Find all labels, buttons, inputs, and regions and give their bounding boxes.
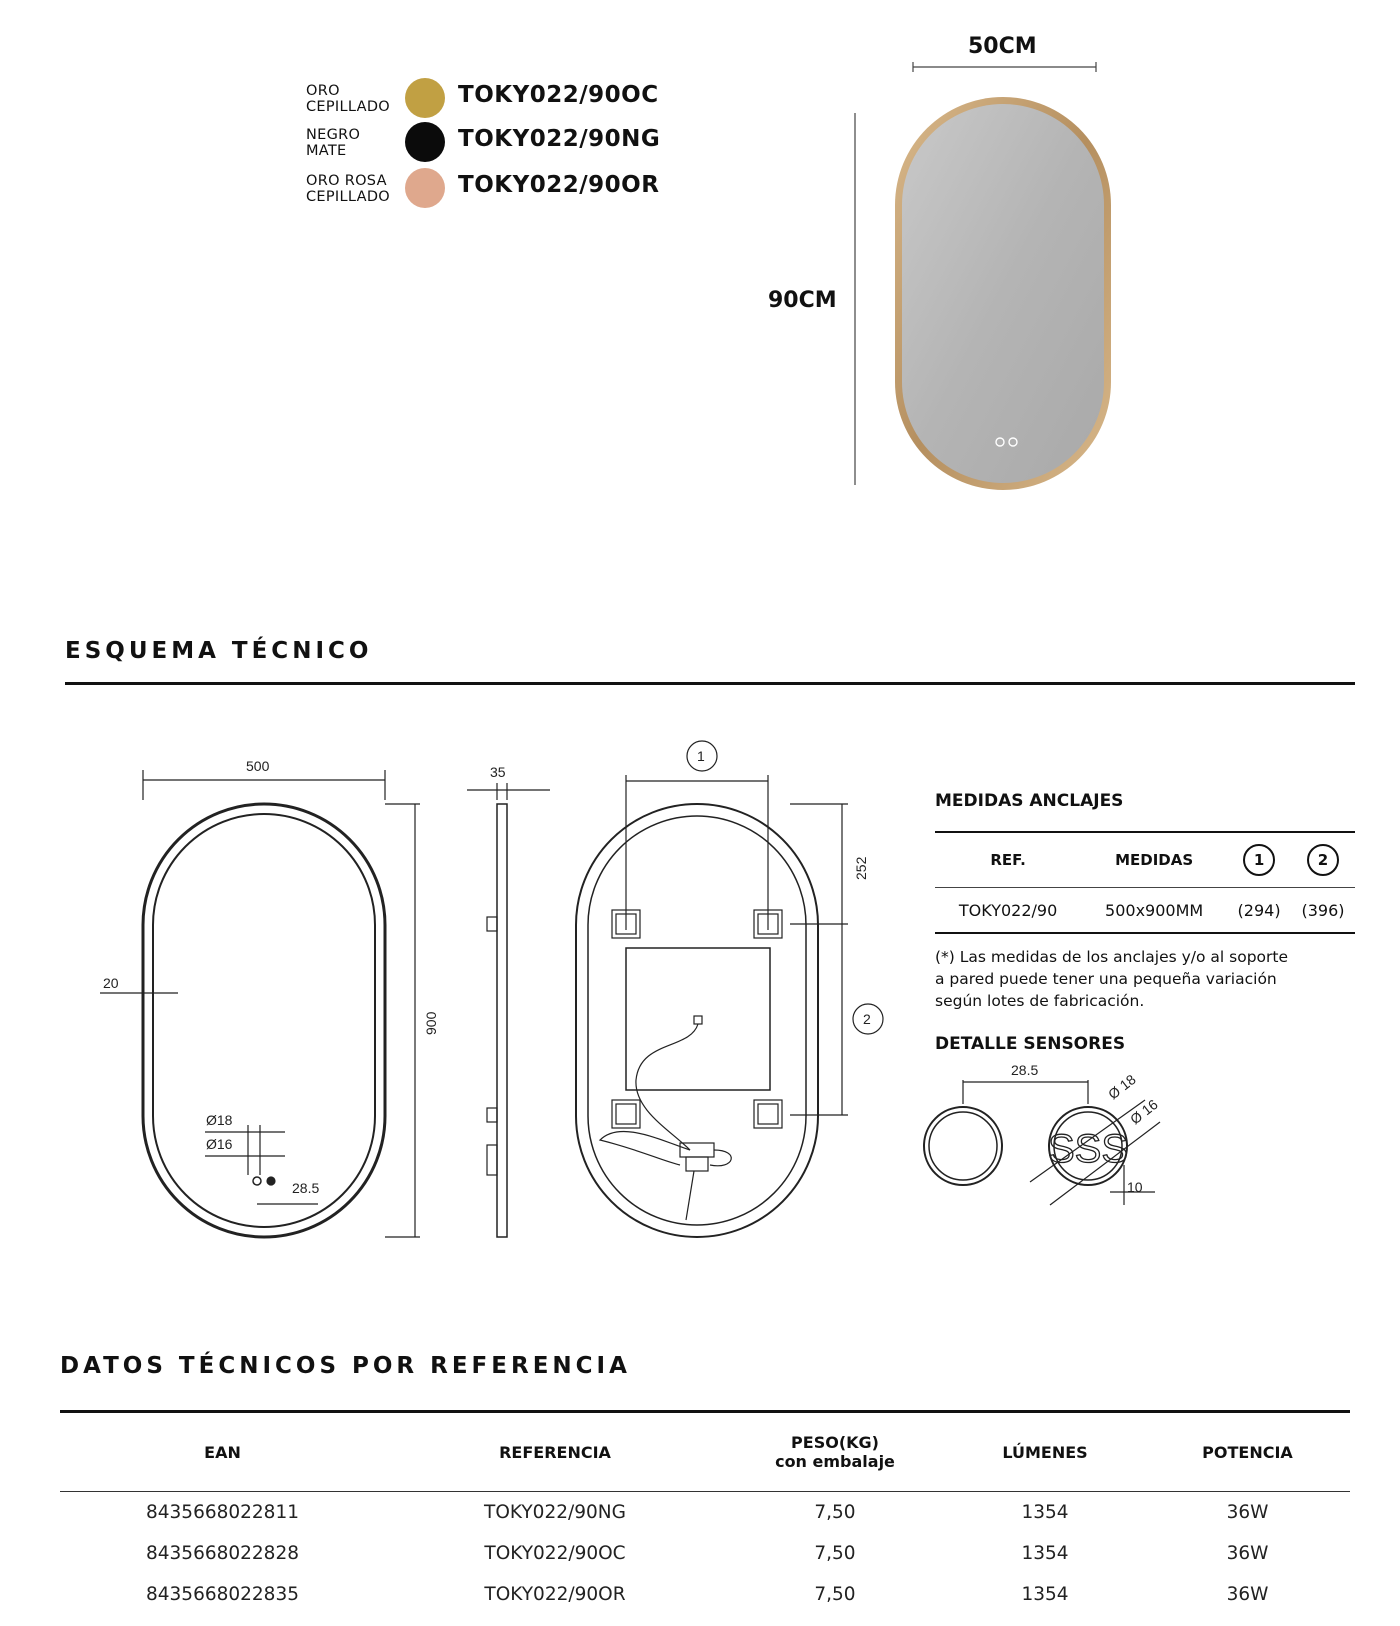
height-label: 90CM [768,288,837,313]
anchors-header-c2: 2 [1307,844,1339,876]
header-power: POTENCIA [1145,1412,1350,1492]
sensor-ten-label: 10 [1127,1179,1143,1195]
finish-ref-rose: TOKY022/90OR [458,172,660,198]
cell-ref: TOKY022/90OR [484,1584,626,1605]
cell-ref: TOKY022/90NG [484,1502,626,1523]
finish-label-rose: ORO ROSA CEPILLADO [306,173,390,205]
sensor-left-icon [253,1177,261,1185]
sensor-spacing-label: 28.5 [1011,1062,1039,1078]
sensor-detail-left [924,1107,1002,1185]
anchors-title: MEDIDAS ANCLAJES [935,791,1124,811]
finish-label-black: NEGRO MATE [306,127,361,159]
dim-height-label: 900 [423,1011,439,1035]
cell-ref: TOKY022/90OC [484,1543,626,1564]
header-ean: EAN [60,1412,385,1492]
anchors-header-measures: MEDIDAS [1081,832,1227,888]
section-title-data: DATOS TÉCNICOS POR REFERENCIA [60,1353,631,1379]
sensor-right-icon [267,1177,275,1185]
sensor-d18-label: Ø 18 [1104,1071,1139,1103]
cell-ean: 8435668022811 [145,1502,299,1523]
dim-d16-label: Ø16 [206,1136,233,1152]
dim-spacing-label: 28.5 [292,1180,320,1196]
section-title-schema: ESQUEMA TÉCNICO [65,638,373,664]
anchors-cell-c1: (294) [1227,888,1291,934]
finish-ref-black: TOKY022/90NG [458,126,661,152]
sensors-title: DETALLE SENSORES [935,1034,1126,1054]
cell-lumens: 1354 [1021,1543,1069,1564]
table-row [60,1492,1350,1534]
side-view-outline [497,804,507,1237]
front-view-outline [143,804,385,1237]
anchors-cell-ref: TOKY022/90 [935,888,1081,934]
header-lumens: LÚMENES [945,1412,1145,1492]
header-weight: PESO(KG) con embalaje [725,1412,945,1492]
table-row [60,1574,1350,1615]
data-table [60,1410,1350,1615]
back-view-outline [576,804,818,1237]
sensor-glyph: SSS [1047,1127,1129,1171]
sensor-d16-label: Ø 16 [1126,1096,1161,1128]
cable-path [636,1024,698,1150]
cell-lumens: 1354 [1021,1584,1069,1605]
cell-power: 36W [1226,1584,1269,1605]
cell-ean: 8435668022828 [145,1543,299,1564]
cell-weight: 7,50 [814,1502,856,1523]
dim-frame-label: 20 [103,975,119,991]
cell-power: 36W [1226,1502,1269,1523]
cell-power: 36W [1226,1543,1269,1564]
finish-ref-gold: TOKY022/90OC [458,82,659,108]
anchors-header-c1: 1 [1243,844,1275,876]
dim-depth-label: 35 [490,764,506,780]
marker-2-label: 2 [863,1011,871,1027]
anchors-table [935,831,1355,934]
cell-weight: 7,50 [814,1543,856,1564]
dim-d18-label: Ø18 [206,1112,233,1128]
marker-1-label: 1 [697,748,705,764]
width-label: 50CM [968,34,1037,59]
dim-width-label: 500 [246,758,270,774]
cell-lumens: 1354 [1021,1502,1069,1523]
table-row [60,1533,1350,1574]
front-view-inner [153,814,375,1227]
finish-label-gold: ORO CEPILLADO [306,83,390,115]
cell-weight: 7,50 [814,1584,856,1605]
table-row [935,888,1355,934]
anchors-header-ref: REF. [935,832,1081,888]
dim-anchor-v-label: 252 [853,856,869,880]
cell-ean: 8435668022835 [145,1584,299,1605]
driver-box [626,948,770,1090]
anchors-note: (*) Las medidas de los anclajes y/o al soporte a pared puede tener una pequeña variación según lotes de fabricación. [935,948,1289,1010]
anchors-cell-measures: 500x900MM [1081,888,1227,934]
anchors-cell-c2: (396) [1291,888,1355,934]
header-ref: REFERENCIA [385,1412,725,1492]
